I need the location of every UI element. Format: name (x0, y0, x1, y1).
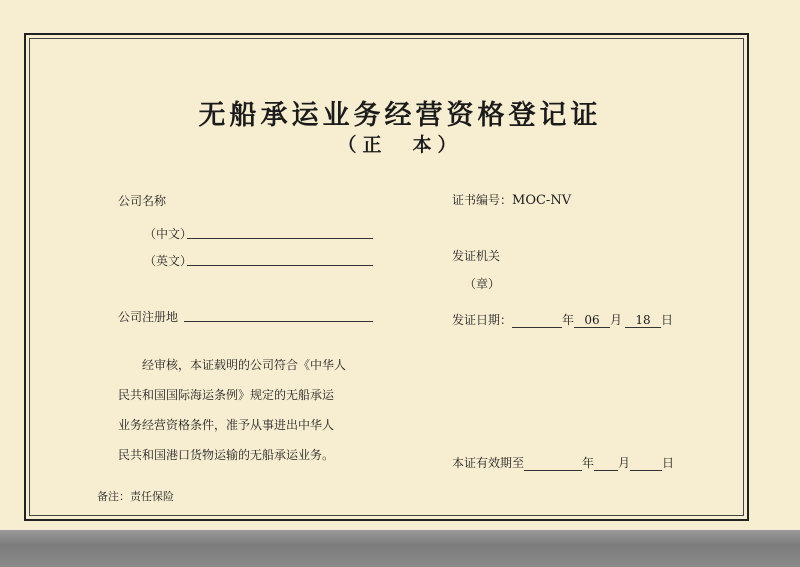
issue-date (452, 311, 673, 328)
validity-label: 本证有效期至 (452, 456, 525, 470)
validity-month-field (594, 456, 618, 471)
english-name-field (187, 265, 373, 266)
issue-date-label: 发证日期： (452, 313, 513, 327)
issue-month-value: 06 (574, 313, 610, 328)
seal-label: （章） (464, 277, 501, 291)
issue-year-field (512, 313, 562, 328)
validity-month-suffix: 月 (618, 456, 631, 470)
validity-date (452, 454, 674, 471)
validity-year-suffix: 年 (582, 456, 595, 470)
validity-day-suffix: 日 (662, 456, 675, 470)
approval-line-2: 民共和国国际海运条例》规定的无船承运 (118, 388, 335, 402)
scan-bottom-edge (0, 530, 800, 567)
issue-day-value: 18 (625, 313, 661, 328)
validity-year-field (524, 456, 582, 471)
cert-number-value: MOC-NV (512, 193, 572, 208)
cert-number (452, 191, 571, 208)
english-name-label: （英文） (144, 254, 193, 268)
registered-address-field (184, 321, 373, 322)
approval-line-1: 经审核，本证载明的公司符合《中华人 (142, 358, 347, 372)
approval-statement (118, 350, 388, 470)
company-name-label: 公司名称 (118, 194, 167, 208)
chinese-name-label: （中文） (144, 227, 193, 241)
issue-month-suffix: 月 (610, 313, 623, 327)
validity-day-field (630, 456, 662, 471)
certificate-subtitle: （正 本） (337, 134, 463, 156)
issue-year-suffix: 年 (562, 313, 575, 327)
cert-number-label: 证书编号： (452, 193, 513, 207)
certificate-title: 无船承运业务经营资格登记证 (198, 100, 602, 131)
approval-line-3: 业务经营资格条件，准予从事进出中华人 (118, 418, 335, 432)
remark: 备注：责任保险 (97, 490, 174, 503)
approval-line-4: 民共和国港口货物运输的无船承运业务。 (118, 448, 335, 462)
issuing-authority-label: 发证机关 (452, 249, 501, 263)
issue-day-suffix: 日 (661, 313, 674, 327)
chinese-name-field (187, 238, 373, 239)
registered-address-label: 公司注册地 (118, 310, 179, 324)
